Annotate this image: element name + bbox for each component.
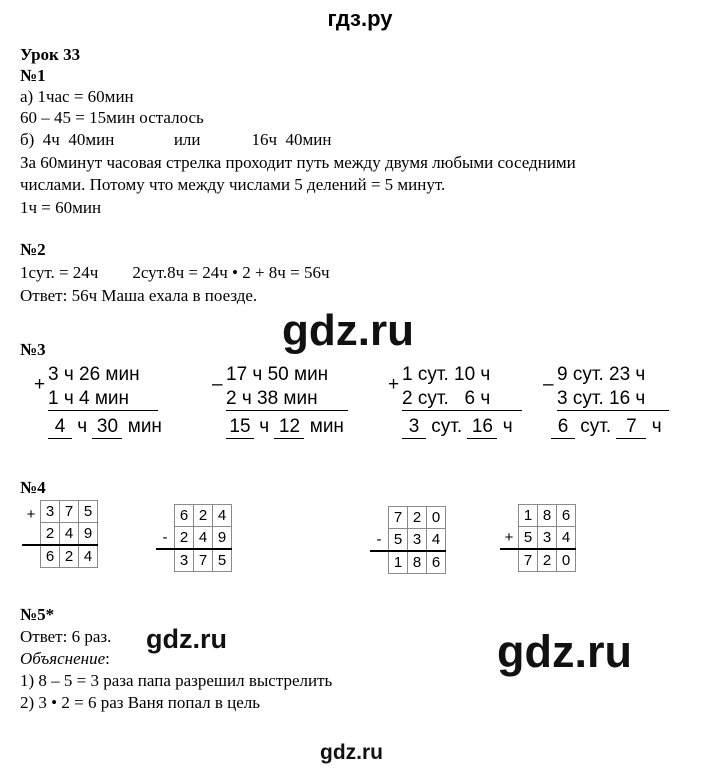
column-calc-grid-4 bbox=[500, 504, 576, 572]
sum-bottom: 2 ч 38 мин bbox=[226, 388, 348, 411]
grid-cell: 0 bbox=[427, 507, 446, 529]
column-calc-grid-1 bbox=[22, 500, 98, 568]
result-value: 3 bbox=[402, 416, 426, 439]
result-unit: ч bbox=[502, 416, 513, 437]
site-title: гдз.ру bbox=[327, 6, 393, 31]
task1-line: а) 1час = 60мин bbox=[20, 87, 134, 106]
grid-operator: + bbox=[504, 528, 514, 546]
grid-cell: 5 bbox=[519, 527, 538, 550]
watermark: gdz.ru bbox=[282, 306, 414, 355]
grid-cell: 7 bbox=[519, 549, 538, 572]
grid-cell: 2 bbox=[538, 549, 557, 572]
task2-number: №2 bbox=[20, 240, 46, 259]
time-sum-3 bbox=[388, 364, 528, 444]
sum-operator: – bbox=[212, 374, 223, 395]
column-calc-grid-2 bbox=[156, 504, 232, 572]
result-value: 15 bbox=[226, 416, 254, 439]
grid-cell: 7 bbox=[194, 549, 213, 572]
task1-line: 60 – 45 = 15мин осталось bbox=[20, 108, 204, 127]
grid-cell: 8 bbox=[408, 551, 427, 574]
grid-cell: 4 bbox=[79, 545, 98, 568]
result-unit: ч bbox=[651, 416, 662, 437]
task1-line: б) 4ч 40мин или 16ч 40мин bbox=[20, 130, 332, 149]
grid-cell: 5 bbox=[389, 529, 408, 552]
grid-cell: 2 bbox=[175, 527, 194, 550]
grid-cell: 6 bbox=[427, 551, 446, 574]
task5-step: 1) 8 – 5 = 3 раза папа разрешил выстрелить bbox=[20, 671, 333, 690]
grid-cell: 2 bbox=[60, 545, 79, 568]
sum-result bbox=[226, 416, 344, 439]
grid-operator: - bbox=[376, 530, 382, 548]
lesson-title: Урок 33 bbox=[20, 45, 81, 64]
sum-bottom: 3 сут. 16 ч bbox=[557, 388, 669, 411]
result-unit: сут. bbox=[431, 416, 463, 437]
sum-operator: + bbox=[388, 374, 400, 395]
grid-cell: 4 bbox=[194, 527, 213, 550]
explain-colon: : bbox=[105, 649, 110, 668]
sum-result bbox=[402, 416, 513, 439]
grid-operator: + bbox=[26, 505, 36, 523]
grid-cell: 0 bbox=[557, 549, 576, 572]
time-sum-4 bbox=[543, 364, 683, 444]
result-value: 12 bbox=[274, 416, 304, 439]
sum-operator: + bbox=[34, 374, 46, 395]
grid-cell: 3 bbox=[175, 549, 194, 572]
result-value: 6 bbox=[551, 416, 575, 439]
sum-result bbox=[48, 416, 162, 439]
result-unit: ч bbox=[259, 416, 270, 437]
result-value: 7 bbox=[616, 416, 646, 439]
grid-cell: 7 bbox=[389, 507, 408, 529]
column-calc-grid-3 bbox=[370, 506, 446, 574]
grid-cell: 6 bbox=[41, 545, 60, 568]
task4-number: №4 bbox=[20, 478, 46, 497]
watermark: gdz.ru bbox=[320, 741, 383, 764]
result-unit: мин bbox=[309, 416, 344, 437]
task3-number: №3 bbox=[20, 340, 46, 359]
grid-operator: - bbox=[162, 528, 168, 546]
sum-bottom: 1 ч 4 мин bbox=[48, 388, 158, 411]
grid-cell: 2 bbox=[408, 507, 427, 529]
grid-cell: 3 bbox=[41, 501, 60, 523]
grid-cell: 2 bbox=[41, 523, 60, 546]
sum-result bbox=[551, 416, 662, 439]
grid-cell: 4 bbox=[427, 529, 446, 552]
task5-explanation-label bbox=[20, 649, 110, 669]
grid-cell: 4 bbox=[557, 527, 576, 550]
sum-bottom: 2 сут. 6 ч bbox=[402, 388, 522, 411]
grid-cell: 9 bbox=[213, 527, 232, 550]
sum-top: 9 сут. 23 ч bbox=[557, 364, 646, 385]
sum-top: 3 ч 26 мин bbox=[48, 364, 140, 385]
result-value: 4 bbox=[48, 416, 72, 439]
result-unit: сут. bbox=[580, 416, 612, 437]
sum-top: 1 сут. 10 ч bbox=[402, 364, 491, 385]
task1-line: 1ч = 60мин bbox=[20, 198, 102, 217]
task5-step: 2) 3 • 2 = 6 раз Ваня попал в цель bbox=[20, 693, 261, 712]
task1-number: №1 bbox=[20, 66, 46, 85]
task2-line: Ответ: 56ч Маша ехала в поезде. bbox=[20, 286, 258, 305]
result-unit: ч bbox=[77, 416, 88, 437]
grid-cell: 3 bbox=[408, 529, 427, 552]
task1-line: За 60минут часовая стрелка проходит путь между двумя любыми соседними bbox=[20, 153, 576, 172]
watermark: gdz.ru bbox=[146, 624, 227, 654]
result-value: 16 bbox=[467, 416, 497, 439]
grid-cell: 5 bbox=[213, 549, 232, 572]
grid-cell: 5 bbox=[79, 501, 98, 523]
task1-line: числами. Потому что между числами 5 делений = 5 минут. bbox=[20, 175, 446, 194]
task5-answer: Ответ: 6 раз. bbox=[20, 627, 112, 646]
grid-cell: 1 bbox=[389, 551, 408, 574]
explain-word: Объяснение bbox=[20, 649, 106, 668]
grid-cell: 8 bbox=[538, 505, 557, 527]
result-unit: мин bbox=[127, 416, 162, 437]
time-sum-1 bbox=[34, 364, 162, 444]
grid-cell: 3 bbox=[538, 527, 557, 550]
site-header bbox=[0, 6, 720, 32]
grid-cell: 4 bbox=[60, 523, 79, 546]
grid-cell: 1 bbox=[519, 505, 538, 527]
task5-number: №5* bbox=[20, 605, 55, 624]
grid-cell: 2 bbox=[194, 505, 213, 527]
grid-cell: 6 bbox=[175, 505, 194, 527]
sum-operator: – bbox=[543, 374, 554, 395]
result-value: 30 bbox=[92, 416, 122, 439]
grid-cell: 6 bbox=[557, 505, 576, 527]
grid-cell: 9 bbox=[79, 523, 98, 546]
grid-cell: 7 bbox=[60, 501, 79, 523]
grid-cell: 4 bbox=[213, 505, 232, 527]
task2-line: 1сут. = 24ч 2сут.8ч = 24ч • 2 + 8ч = 56ч bbox=[20, 263, 330, 282]
time-sum-2 bbox=[212, 364, 352, 444]
sum-top: 17 ч 50 мин bbox=[226, 364, 329, 385]
watermark: gdz.ru bbox=[497, 626, 632, 677]
